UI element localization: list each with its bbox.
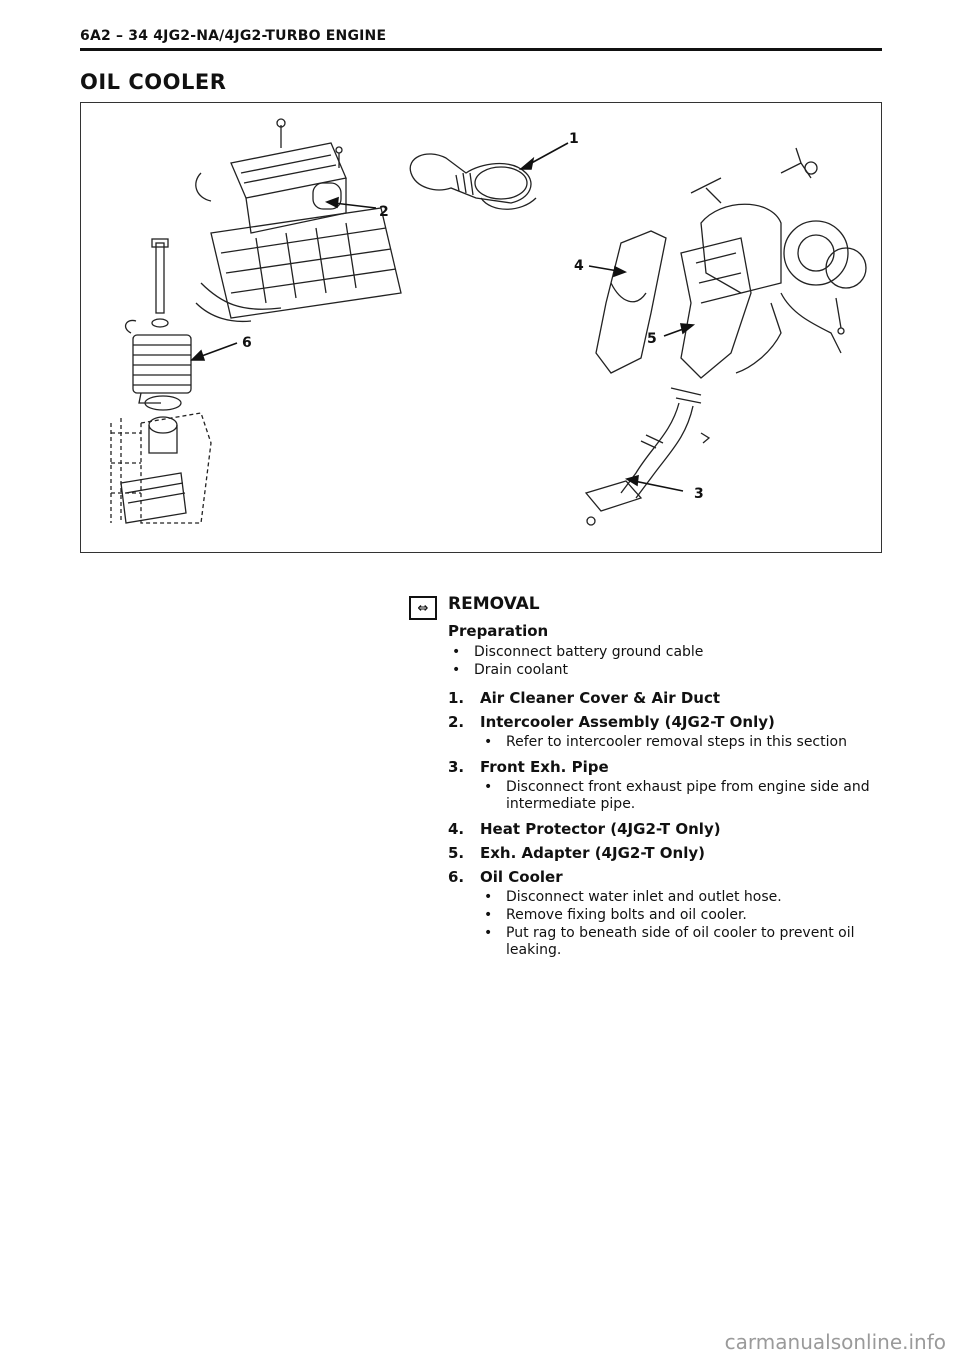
- step-number: 1.: [448, 689, 465, 707]
- leader-3: [634, 481, 683, 491]
- page-header: 6A2 – 34 4JG2-NA/4JG2-TURBO ENGINE: [80, 28, 882, 51]
- removal-heading: REMOVAL: [448, 594, 540, 614]
- removal-step-2: [448, 712, 888, 751]
- list-item: • Refer to intercooler removal steps in this section: [480, 734, 888, 751]
- leader-2-arrowhead: [327, 198, 338, 207]
- section-title: OIL COOLER: [80, 70, 227, 94]
- callout-6: 6: [242, 335, 252, 351]
- step-notes: [480, 734, 888, 751]
- oil-cooler-drawing: [126, 239, 191, 410]
- list-item: • Disconnect battery ground cable: [448, 644, 888, 661]
- step-number: 5.: [448, 844, 465, 862]
- removal-section: [448, 594, 888, 965]
- removal-step-6: [448, 867, 888, 959]
- step-title: Air Cleaner Cover & Air Duct: [480, 689, 721, 707]
- step-title: Intercooler Assembly (4JG2-T Only): [480, 713, 775, 731]
- callout-5: 5: [647, 331, 657, 347]
- leader-4: [589, 266, 618, 271]
- step-notes: [480, 779, 888, 813]
- leader-6-arrowhead: [192, 351, 204, 360]
- leader-4-arrowhead: [614, 267, 625, 276]
- air-duct-drawing: [410, 154, 536, 209]
- callout-2: 2: [379, 204, 389, 220]
- removal-step-1: [448, 688, 888, 708]
- step-number: 4.: [448, 820, 465, 838]
- oil-filter-drawing: [121, 417, 186, 523]
- engine-parts-illustration: [81, 103, 882, 553]
- preparation-heading: Preparation: [448, 622, 549, 640]
- leader-1-arrowhead: [521, 159, 533, 169]
- removal-step-4: [448, 819, 888, 839]
- step-title: Exh. Adapter (4JG2-T Only): [480, 844, 705, 862]
- heat-protector-drawing: [596, 231, 666, 373]
- removal-step-5: [448, 843, 888, 863]
- step-number: 3.: [448, 758, 465, 776]
- callout-leaders: [192, 143, 693, 491]
- list-item: • Disconnect water inlet and outlet hose.: [480, 889, 888, 906]
- step-title: Oil Cooler: [480, 868, 563, 886]
- removal-step-3: [448, 757, 888, 813]
- oil-filter-housing-drawing: [111, 413, 211, 523]
- leader-2: [334, 203, 376, 208]
- turbocharger-drawing: [691, 148, 866, 373]
- watermark: carmanualsonline.info: [724, 1330, 946, 1354]
- step-title: Heat Protector (4JG2-T Only): [480, 820, 721, 838]
- preparation-list: [448, 644, 888, 679]
- step-title: Front Exh. Pipe: [480, 758, 609, 776]
- list-item: • Drain coolant: [448, 662, 888, 679]
- step-number: 6.: [448, 868, 465, 886]
- leader-6: [199, 343, 237, 357]
- step-number: 2.: [448, 713, 465, 731]
- list-item: • Put rag to beneath side of oil cooler to prevent oil leaking.: [480, 925, 888, 959]
- engine-block-drawing: [196, 208, 401, 321]
- exhaust-adapter-drawing: [681, 238, 751, 378]
- list-item: • Remove fixing bolts and oil cooler.: [480, 907, 888, 924]
- callout-3: 3: [694, 486, 704, 502]
- list-item: • Disconnect front exhaust pipe from engine side and intermediate pipe.: [480, 779, 888, 813]
- leader-5-arrowhead: [681, 324, 693, 333]
- callout-1: 1: [569, 131, 579, 147]
- front-exhaust-pipe-drawing: [586, 388, 709, 525]
- step-notes: [480, 889, 888, 959]
- exploded-view-figure: [80, 102, 882, 553]
- callout-4: 4: [574, 258, 584, 274]
- removal-arrows-icon: ⇔: [409, 596, 437, 620]
